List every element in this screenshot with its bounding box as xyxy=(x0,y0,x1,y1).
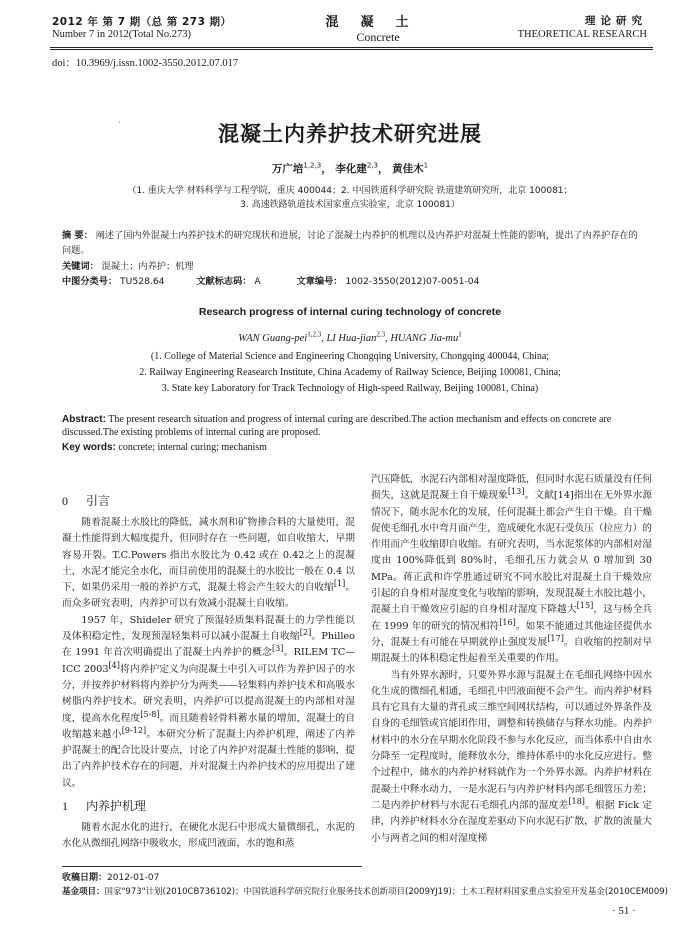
affiliation-line: （1. 重庆大学 材料科学与工程学院，重庆 400044；2. 中国铁道科学研究院 铁道建筑研究所，北京 100081； xyxy=(127,186,573,196)
keywords-label: 关键词： xyxy=(62,261,99,272)
english-affiliation-line: 2. Railway Engineering Reasearch Institute, China Academy of Railway Science, Beijing 100081, China; xyxy=(139,367,561,378)
paragraph-text: 随着水泥水化的进行，在硬化水泥石中形成大量微细孔，水泥的水化从微细孔网络中吸收水，形成凹液面，水的饱和蒸 xyxy=(62,822,355,850)
paragraph-text: 。而众多研究表明，内养护可以有效减小混凝土自收缩。 xyxy=(62,582,356,610)
english-affiliation-line: (1. College of Material Science and Engineering Chongqing University, Chongqing 400044, China; xyxy=(150,351,550,362)
english-keywords-label: Key words: xyxy=(62,442,116,453)
citation: [18] xyxy=(568,795,585,806)
section-heading-mechanism xyxy=(62,794,355,818)
paragraph-text: 。自收缩的控制对早期混凝土的体积稳定性起着至关重要的作用。 xyxy=(371,636,653,665)
author-name: 黄佳木 xyxy=(392,163,424,175)
paragraph xyxy=(62,613,355,792)
body-column-right xyxy=(371,472,652,847)
paper-title: 混凝土内养护技术研究进展 xyxy=(218,122,482,146)
paragraph-text: 。RILEM TC—ICC 2003 xyxy=(62,647,356,675)
author-name: 李化建 xyxy=(335,163,367,175)
section-name-en: THEORETICAL RESEARCH xyxy=(517,29,647,40)
abstract-cn xyxy=(62,228,642,258)
english-author-name: WAN Guang-pei xyxy=(238,333,308,344)
fund-note xyxy=(62,885,668,897)
author-affiliation-mark: 1 xyxy=(423,161,429,170)
keywords-cn xyxy=(62,259,642,274)
affiliation-line: 3. 高速铁路轨道技术国家重点实验室，北京 100081） xyxy=(240,200,460,210)
author-affiliation-mark: 1,2,3 xyxy=(307,330,322,339)
paragraph-text: 。Philleo 在 1991 年首次明确提出了混凝土内养护的概念 xyxy=(62,631,355,659)
citation: [17] xyxy=(547,632,564,643)
english-author-name: LI Hua-jian xyxy=(326,333,377,344)
paragraph xyxy=(371,668,652,847)
paragraph-text: 当有外界水源时，只要外界水源与混凝土在毛细孔网络中因水化生成的微细孔相通，毛细孔中凹液面便不会产生。而内养护材料具有它具有大量的背孔或三维空间网状结构，可以通过外界条件及自身的毛细管或官能团作用，调整和转换储存与释水功能。内养护材料中的水分在早期水化阶段不参与水化反应，而当体系中自由水分降至一定程度时，能释放水分，维持体系中的水化反应进行。整个过程中，储水的内养护材料就作为一个外界水源。内养护材料在混凝土中释水动力，一是水泥石与内养护材料内部毛细管压力差；二是内养护材料与水泥石毛细孔内部的湿度差 xyxy=(371,669,652,811)
abstract-text: 阐述了国内外混凝土内养护技术的研究现状和进展，讨论了混凝土内养护的机理以及内养护对混凝土性能的影响，提出了内养护存在的问题。 xyxy=(62,230,638,256)
page-number: · 51 · xyxy=(612,905,636,917)
author-affiliation-mark: 2,3 xyxy=(376,330,386,339)
english-author-name: HUANG Jia-mu xyxy=(390,333,459,344)
article-no-value: 1002-3550(2012)07-0051-04 xyxy=(345,276,480,287)
paragraph-text: ，这与杨全兵在 1999 年的研究的情况相符 xyxy=(371,604,653,632)
citation: [1] xyxy=(333,577,346,588)
journal-name-en: Concrete xyxy=(356,30,400,44)
english-abstract xyxy=(62,413,642,439)
paragraph-text: 汽压降低，水泥石内部相对湿度降低，但同时水泥石质量没有任何损失，这就是混凝土自干燥现象 xyxy=(371,474,652,502)
doi: doi：10.3969/j.issn.1002-3550.2012.07.017 xyxy=(52,58,239,69)
paragraph xyxy=(371,472,652,668)
citation: [9-12] xyxy=(121,724,147,735)
paragraph-text: 。而且随着轻骨料蓄水量的增加，混凝土的自收缩越来越小 xyxy=(62,712,356,740)
citation: [4] xyxy=(108,659,120,670)
received-date xyxy=(62,870,159,883)
journal-issue-cn: 2012 年 第 7 期（总 第 273 期） xyxy=(52,16,232,28)
received-value: 2012-01-07 xyxy=(107,873,160,883)
section-name-cn: 理论研究 xyxy=(585,15,647,27)
english-title: Research progress of internal curing technology of concrete xyxy=(198,306,502,318)
section-number: 1 xyxy=(62,799,68,814)
received-label: 收稿日期： xyxy=(62,873,108,883)
abstract-label: 摘 要： xyxy=(62,230,93,241)
section-number: 0 xyxy=(62,494,68,508)
clc-value: TU528.64 xyxy=(120,276,165,287)
fund-label: 基金项目： xyxy=(62,887,105,897)
footnote-rule xyxy=(62,866,362,867)
doc-code-label: 文献标志码： xyxy=(196,276,252,287)
author-affiliation-mark: 1,2,3 xyxy=(303,161,322,170)
paragraph-text: 。如果不能通过其他途径提供水分，混凝土有可能在早期就停止强度发展 xyxy=(371,620,653,648)
section-heading-introduction xyxy=(62,489,355,513)
body-column-left xyxy=(62,487,355,853)
margin-mark: · xyxy=(118,118,121,128)
article-no-label: 文章编号： xyxy=(296,276,343,287)
citation: [3] xyxy=(271,643,284,654)
journal-name-cn: 混凝土 xyxy=(325,15,431,30)
doc-code-value: A xyxy=(254,276,261,287)
english-abstract-text: The present research situation and progress of internal curing are described.The action mechanism and effects on concrete are discussed.The existing problems of internal curing are proposed. xyxy=(62,414,612,438)
citation: [2] xyxy=(299,626,312,637)
author-name: 万广培 xyxy=(271,163,304,175)
paragraph-text: 将内养护定义为向混凝土中引入可以作为养护因子的水分，并按养护材料将内养护分为两类——轻集料内养护技术和高吸水树脂内养护技术。研究表明，内养护可以提高混凝土的内部相对湿度，提高水化程度 xyxy=(62,663,356,724)
author-affiliation-mark: 1 xyxy=(458,330,462,339)
section-title: 内养护机理 xyxy=(86,799,147,814)
fund-value: 国家"973"计划(2010CB736102)；中国铁道科学研究院行业服务技术创新项目(2009YJ19)；土木工程材料国家重点实验室开发基金(2010CEM009) xyxy=(104,887,668,897)
paragraph-text: 。本研究分析了混凝土内养护机理，阐述了内养护混凝土的配合比设计要点，讨论了内养护对混凝土性能的影响，提出了内养护技术存在的问题，并对混凝土内养护技术的应用提出了建议。 xyxy=(62,728,356,789)
citation: [13] xyxy=(507,486,525,497)
paragraph-text: 。文献[14]指出在无外界水源情况下，随水泥水化的发展，任何混凝土都会产生自干燥。自干燥促使毛细孔水中弯月面产生，造成硬化水泥石受负压（拉应力）的作用而产生收缩即自收缩。有研究表明，当水泥浆体的内部相对湿度由 100%降低到 80%时，毛细孔压力就会从 0 增加到 30 MPa。蒋正武和许学胜通过研究不同水胶比对混凝土自干燥效应引起的自身相对湿度变化与收缩的影响，发现混凝土水胶比越小，混凝土自干燥效应引起的自身相对湿度下降越大 xyxy=(371,490,653,616)
citation: [15] xyxy=(576,600,594,611)
section-title: 引言 xyxy=(86,494,111,508)
classification-line xyxy=(62,274,642,289)
paragraph-text: 随着混凝土水胶比的降低，减水剂和矿物掺合料的大量使用，混凝土性能得到大幅度提升，但同时存在一些问题，如自收缩大，早期容易开裂。T.C.Powers 指出水胶比为 0.42 或在 0.42之上的混凝土，水泥才能完全水化，而目前使用的混凝土的水胶比一般在 0.4 以下，如果仍采用一般的养护方式，混凝土将会产生较大的自收缩 xyxy=(62,517,355,594)
paragraph-text: 1957 年，Shideler 研究了预湿轻质集料混凝土的力学性能以及体积稳定性，发现预湿轻集料可以减小混凝土自收缩 xyxy=(62,614,355,643)
paragraph xyxy=(62,820,355,853)
journal-issue-en: Number 7 in 2012(Total No.273) xyxy=(52,29,191,40)
clc-label: 中图分类号： xyxy=(62,276,118,287)
paragraph-text: 。根据 Fick 定律，内养护材料水分在湿度差驱动下向水泥石扩散，扩散的流量大小与两者之间的相对湿度梯 xyxy=(371,799,652,844)
author-list: 万广培$^{1,2,3}$， 李化建$^{2,3}$， 黄佳木$^1$ xyxy=(271,161,429,175)
english-keywords xyxy=(62,441,642,454)
header-rule-top xyxy=(50,47,653,48)
citation: [16] xyxy=(499,616,516,627)
english-abstract-label: Abstract: xyxy=(62,414,106,425)
english-keywords-text: concrete; internal curing; mechanism xyxy=(118,442,267,453)
english-author-list: WAN Guang-pei$^{1,2,3}$, LI Hua-jian$^{2,3}$, HUANG Jia-$mu^1$ xyxy=(238,330,462,344)
english-affiliation-line: 3. State key Laboratory for Track Technology of High-speed Railway, Beijing 100081, China) xyxy=(161,383,539,394)
paragraph xyxy=(62,515,355,613)
header-rule-bottom xyxy=(50,49,653,50)
author-affiliation-mark: 2,3 xyxy=(366,161,378,170)
keywords-text: 混凝土；内养护；机理 xyxy=(101,261,194,272)
citation: [5-8] xyxy=(140,708,160,719)
